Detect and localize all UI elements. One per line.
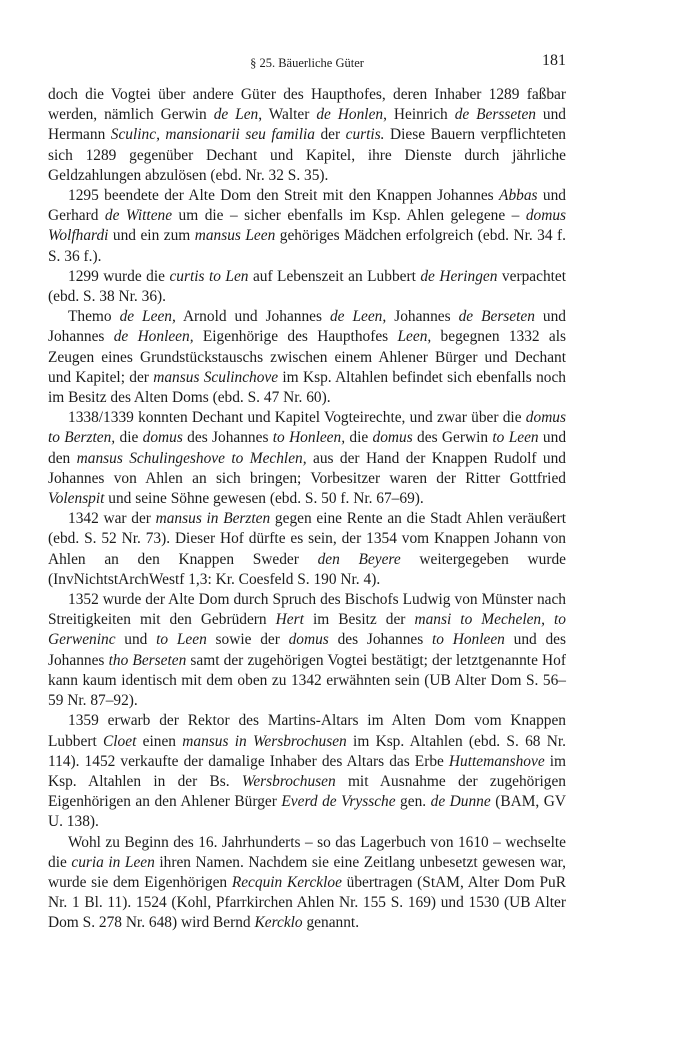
paragraph-3 (48, 267, 566, 307)
text-run: im Besitz der (303, 611, 415, 629)
italic-run: de Dunne (430, 793, 491, 811)
text-run: und ein zum (108, 227, 195, 245)
text-run: , Heinrich (383, 106, 455, 124)
text-run: genannt. (302, 914, 360, 932)
paragraph-1 (48, 85, 566, 186)
text-run: im Ksp. Altahlen in der Bs. (48, 752, 566, 790)
italic-run: Huttemanshove (448, 752, 545, 770)
text-run: im Ksp. Altahlen befindet sich ebenfalls noch im Besitz des Alten Doms (ebd. S. 47 Nr. 60). (48, 368, 566, 407)
text-run: und des Johannes (48, 631, 566, 669)
italic-run: mansus in Berzten (155, 510, 271, 528)
italic-run: to Leen (492, 429, 539, 447)
text-run: Eigenhörige des Haupthofes (193, 328, 398, 346)
text-run: und (115, 631, 157, 649)
text-run: und Hermann (48, 106, 567, 144)
text-run: begegnen 1332 als Zeugen eines Grundstückstauschs zwischen einem Ahlener Bürger und Dechant und Kapitel; der (48, 328, 566, 386)
italic-run: de Leen, (329, 308, 387, 326)
italic-run: to Honleen (432, 631, 505, 649)
italic-run: domus (142, 429, 183, 447)
paragraph-7 (48, 590, 566, 711)
text-run: weitergegeben wurde (InvNichtstArchWestf 1,3: Kr. Coesfeld S. 190 Nr. 4). (48, 550, 566, 588)
text-run: doch die Vogtei über andere Güter des Haupthofes, deren Inhaber 1289 faßbar werden, nämlich Gerwin (48, 86, 566, 124)
text-run: Diese Bauern verpflichteten sich 1289 gegenüber Dechant und Kapitel, ihre Dienste durch jährliche Geldzahlungen abzulösen (ebd. Nr. 32 S. 35). (48, 126, 566, 184)
italic-run: de Berseten (458, 308, 535, 326)
text-run: und Johannes (48, 308, 566, 346)
text-run: gehöriges Mädchen erfolgreich (ebd. Nr. 34 f. S. 36 f.). (48, 227, 566, 265)
text-run: die (115, 429, 143, 447)
italic-run: to Leen (156, 631, 207, 649)
italic-run: mansus Schulingeshove to Mechlen, (76, 449, 307, 467)
italic-run: mansi to Mechelen, to Gerweninc (48, 611, 566, 649)
italic-run: Everd de Vryssche (281, 793, 396, 811)
italic-run: de Len (213, 106, 259, 124)
text-run: des Johannes (328, 631, 433, 649)
italic-run: de Wittene (104, 207, 173, 225)
italic-run: mansus in Wersbrochusen (182, 732, 347, 750)
page-number: 181 (542, 52, 566, 69)
italic-run: curia in Leen (71, 853, 155, 871)
italic-run: Kercklo (254, 914, 303, 932)
italic-run: mansus Sculinchove (153, 368, 279, 386)
text-run: 1342 war der (68, 510, 156, 528)
text-run: Themo (68, 308, 120, 326)
text-run: des Gerwin (412, 429, 493, 447)
text-run: 1338/1339 konnten Dechant und Kapitel Vogteirechte, und zwar über die (68, 409, 526, 427)
paragraph-6 (48, 509, 566, 590)
text-run: übertragen (StAM, Alter Dom PuR Nr. 1 Bl. 11). 1524 (Kohl, Pfarrkirchen Ahlen Nr. 155 S. 169) und 1530 (UB Alter Dom S. 278 Nr. 648) wird Bernd (48, 873, 566, 932)
italic-run: Abbas (499, 187, 538, 205)
italic-run: domus Wolfhardi (48, 207, 567, 245)
italic-run: Wersbrochusen (241, 772, 336, 790)
text-run: und den (48, 429, 567, 467)
italic-run: domus (372, 429, 413, 447)
italic-run: domus (288, 631, 329, 649)
italic-run: de Leen, (119, 308, 176, 326)
text-run: Johannes (386, 308, 459, 326)
page-header (48, 52, 566, 74)
italic-run: Recquin Kerckloe (231, 873, 342, 891)
text-run: und seine Söhne gewesen (ebd. S. 50 f. Nr. 67–69). (104, 490, 424, 508)
text-run: die (345, 429, 373, 447)
italic-run: curtis. (345, 126, 385, 144)
text-run: ihren Namen. Nachdem sie eine Zeitlang unbesetzt gewesen war, wurde sie dem Eigenhörigen (48, 853, 567, 891)
text-run: , Walter (258, 106, 317, 124)
italic-run: curtis to Len (169, 267, 249, 285)
italic-run: Hert (275, 611, 304, 629)
text-run: des Johannes (182, 429, 273, 447)
text-run: sowie der (206, 631, 289, 649)
italic-run: tho Berseten (108, 651, 187, 669)
text-run: auf Lebenszeit an Lubbert (248, 267, 421, 285)
italic-run: mansus Leen (194, 227, 276, 245)
text-run: mit Ausnahme der zugehörigen Eigenhörigen an den Ahlener Bürger (48, 772, 566, 811)
text-run: Arnold und Johannes (175, 308, 330, 326)
text-run: verpachtet (ebd. S. 38 Nr. 36). (48, 267, 567, 306)
running-head: § 25. Bäuerliche Güter (250, 56, 364, 70)
italic-run: Leen, (397, 328, 432, 346)
paragraph-8 (48, 711, 566, 832)
italic-run: Cloet (103, 732, 137, 750)
text-run: der (314, 126, 346, 144)
text-run: und Gerhard (48, 187, 566, 225)
italic-run: Sculinc, mansionarii seu familia (110, 126, 315, 144)
text-run: um die – sicher ebenfalls im Ksp. Ahlen gelegene – (172, 207, 526, 225)
text-run: (BAM, GV U. 138). (48, 793, 567, 831)
italic-run: domus to Berzten, (48, 409, 566, 447)
text-run: 1352 wurde der Alte Dom durch Spruch des Bischofs Ludwig von Münster nach Streitigkeiten mit den Gebrüdern (48, 591, 566, 629)
italic-run: de Honlen (316, 106, 384, 124)
text-run: 1299 wurde die (68, 267, 170, 285)
italic-run: to Honleen, (272, 429, 346, 447)
text-run: 1359 erwarb der Rektor des Martins-Altars im Alten Dom vom Knappen Lubbert (48, 712, 566, 750)
italic-run: de Heringen (420, 267, 498, 285)
text-run: im Ksp. Altahlen (ebd. S. 68 Nr. 114). 1452 verkaufte der damalige Inhaber des Altars das Erbe (48, 732, 567, 770)
text-run: einen (136, 732, 183, 750)
italic-run: de Bersseten (454, 106, 536, 124)
paragraph-2 (48, 186, 566, 267)
paragraph-4 (48, 307, 566, 408)
text-run: Wohl zu Beginn des 16. Jahrhunderts – so das Lagerbuch von 1610 – wechselte die (48, 833, 566, 871)
text-run: gen. (395, 793, 431, 811)
italic-run: den Beyere (317, 550, 401, 568)
paragraph-9 (48, 833, 566, 934)
body-text (48, 85, 566, 934)
italic-run: de Honleen, (113, 328, 194, 346)
text-run: aus der Hand der Knappen Rudolf und Johannes von Ahlen an sich bringen; Vorbesitzer waren der Ritter Gottfried (48, 449, 566, 487)
text-run: 1295 beendete der Alte Dom den Streit mit den Knappen Johannes (68, 187, 500, 205)
text-run: gegen eine Rente an die Stadt Ahlen veräußert (ebd. S. 52 Nr. 73). Dieser Hof dürfte es sein, der 1354 vom Knappen Johann von Ahlen an den Knappen Sweder (48, 510, 566, 568)
italic-run: Volenspit (48, 490, 105, 508)
text-run: samt der zugehörigen Vogtei bestätigt; der letztgenannte Hof kann kaum identisch mit dem oben zu 1342 erwähnten sein (UB Alter Dom S. 56–59 Nr. 87–92). (48, 651, 566, 710)
paragraph-5 (48, 408, 566, 509)
